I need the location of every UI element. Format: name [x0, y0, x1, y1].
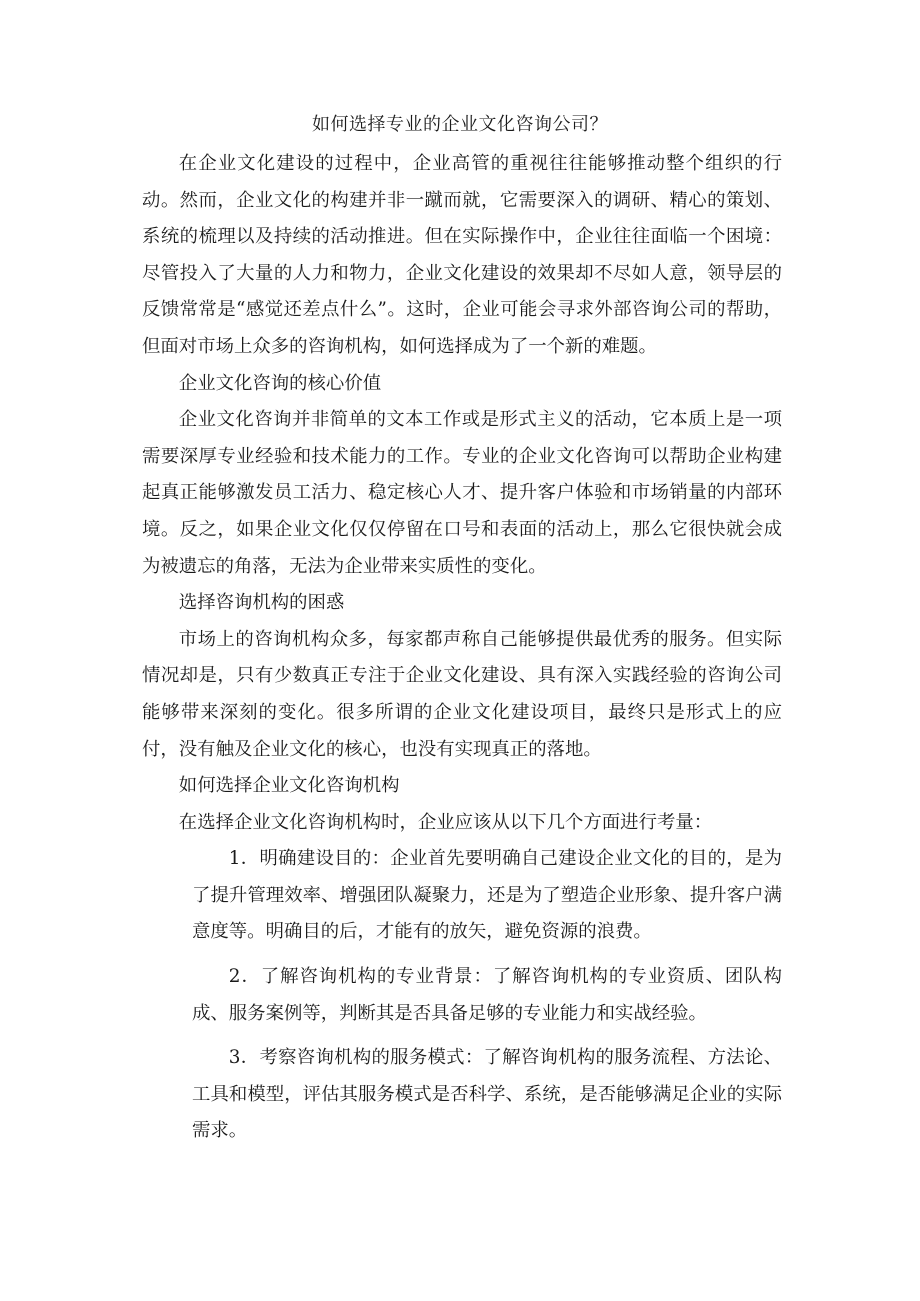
list-item: 3．考察咨询机构的服务模式：了解咨询机构的服务流程、方法论、工具和模型，评估其服务模式是否科学、系统，是否能够满足企业的实际需求。 — [192, 1047, 782, 1142]
core-value-paragraph: 企业文化咨询并非简单的文本工作或是形式主义的活动，它本质上是一项需要深厚专业经验和技术能力的工作。专业的企业文化咨询可以帮助企业构建起真正能够激发员工活力、稳定核心人才、提升客户体验和市场销量的内部环境。反之，如果企业文化仅仅停留在口号和表面的活动上，那么它很快就会成为被遗忘的角落，无法为企业带来实质性的变化。 — [142, 409, 782, 577]
document-title: 如何选择专业的企业文化咨询公司？ — [312, 114, 608, 135]
list-item: 2．了解咨询机构的专业背景：了解咨询机构的专业资质、团队构成、服务案例等，判断其是否具备足够的专业能力和实战经验。 — [192, 966, 782, 1024]
document-body — [142, 146, 782, 1150]
criteria-list — [142, 841, 782, 1150]
intro-paragraph: 在企业文化建设的过程中，企业高管的重视往往能够推动整个组织的行动。然而，企业文化的构建并非一蹴而就，它需要深入的调研、精心的策划、系统的梳理以及持续的活动推进。但在实际操作中，企业往往面临一个困境：尽管投入了大量的人力和物力，企业文化建设的效果却不尽如人意，领导层的反馈常常是“感觉还差点什么”。这时，企业可能会寻求外部咨询公司的帮助，但面对市场上众多的咨询机构，如何选择成为了一个新的难题。 — [142, 153, 782, 357]
section-heading-confusion: 选择咨询机构的困惑 — [178, 592, 345, 614]
section-heading-how-to-choose: 如何选择企业文化咨询机构 — [178, 775, 400, 797]
confusion-paragraph: 市场上的咨询机构众多，每家都声称自己能够提供最优秀的服务。但实际情况却是，只有少数真正专注于企业文化建设、具有深入实践经验的咨询公司能够带来深刻的变化。很多所谓的企业文化建设项目，最终只是形式上的应付，没有触及企业文化的核心，也没有实现真正的落地。 — [142, 628, 782, 760]
list-item: 1．明确建设目的：企业首先要明确自己建设企业文化的目的，是为了提升管理效率、增强团队凝聚力，还是为了塑造企业形象、提升客户满意度等。明确目的后，才能有的放矢，避免资源的浪费。 — [192, 848, 782, 943]
section-heading-core-value: 企业文化咨询的核心价值 — [178, 372, 382, 394]
how-to-choose-lead: 在选择企业文化咨询机构时，企业应该从以下几个方面进行考量： — [178, 811, 713, 833]
